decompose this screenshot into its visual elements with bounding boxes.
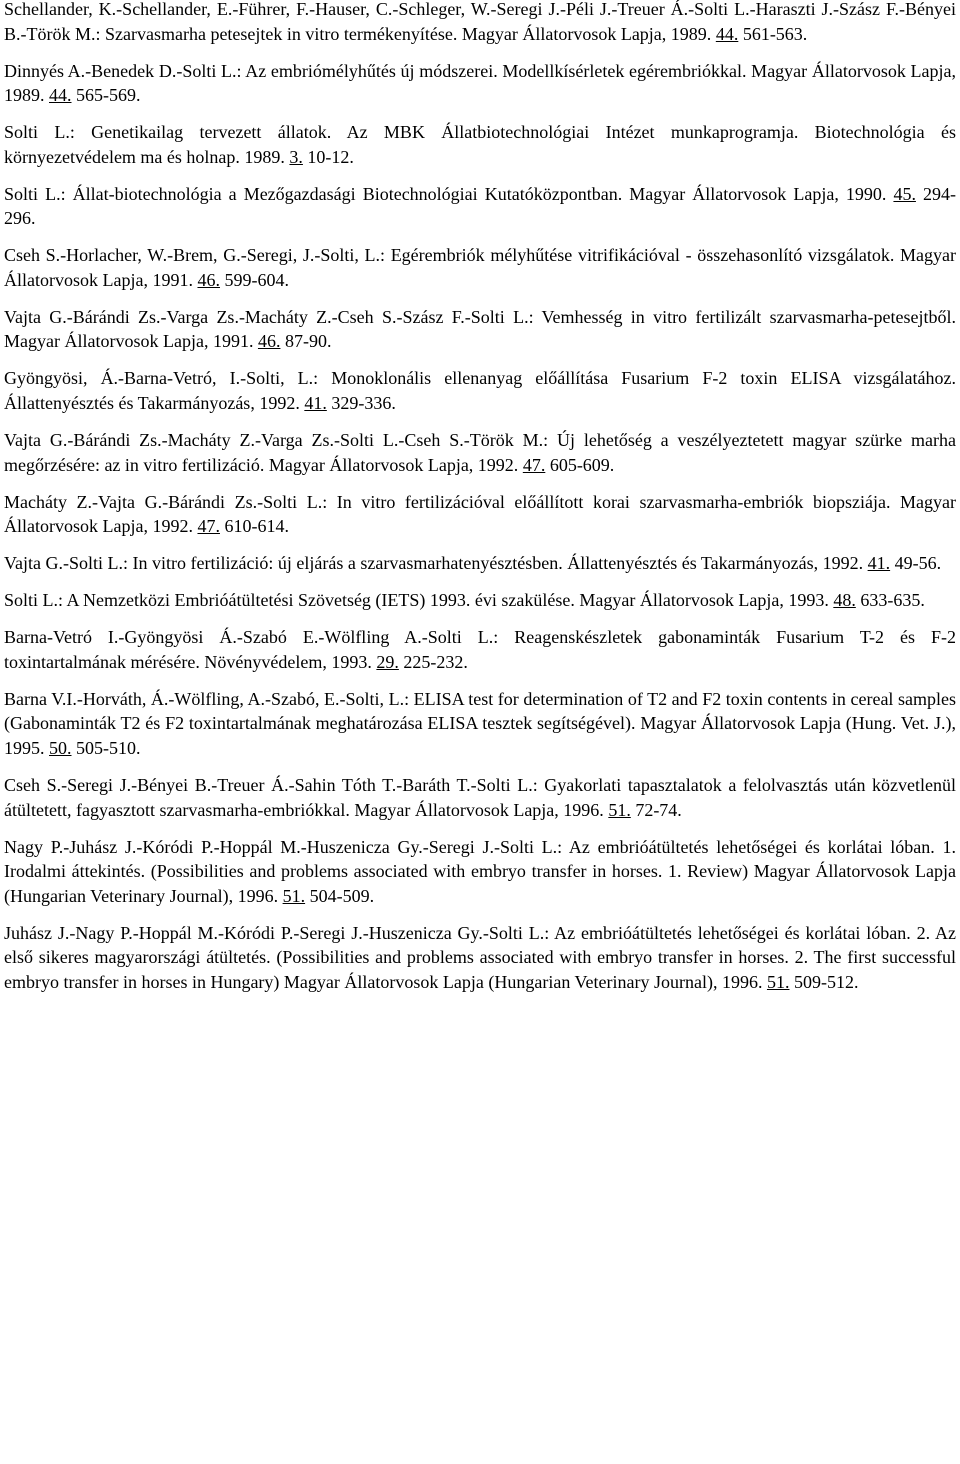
reference-text: Cseh S.-Seregi J.-Bényei B.-Treuer Á.-Sahin Tóth T.-Baráth T.-Solti L.: Gyakorlati tapasztalatok a felolvasztás után közvetlenül átültetett, fagyasztott szarvasmarha-embriókkal. Magyar Állatorvosok Lapja, 1996. [4,774,956,820]
reference-entry [4,588,956,613]
reference-pages: 504-509. [305,885,375,906]
reference-pages: 610-614. [219,516,289,537]
reference-entry [4,120,956,169]
reference-pages: 599-604. [219,269,289,290]
reference-volume: 41. [867,553,891,574]
reference-text: Nagy P.-Juhász J.-Kóródi P.-Hoppál M.-Huszenicza Gy.-Seregi J.-Solti L.: Az embrióátültetés lehetőségei és korlátai lóban. 1. Irodalmi áttekintés. (Possibilities and problems associated with embryo transfer in horses. 1. Review) Magyar Állatorvosok Lapja (Hungarian Veterinary Journal), 1996. [4,836,956,906]
reference-volume: 45. [893,183,916,204]
reference-volume: 50. [49,737,72,758]
reference-volume: 47. [197,516,220,537]
reference-volume: 51. [282,885,306,906]
reference-volume: 46. [257,331,281,352]
reference-pages: 509-512. [789,971,859,992]
reference-entry [4,625,956,674]
reference-volume: 48. [833,590,856,611]
reference-text: Cseh S.-Horlacher, W.-Brem, G.-Seregi, J.-Solti, L.: Egérembriók mélyhűtése vitrifikációval - összehasonlító vizsgálatok. Magyar Állatorvosok Lapja, 1991. [4,245,956,290]
reference-pages: 72-74. [630,799,682,820]
reference-entry [4,0,956,46]
reference-entry [4,921,956,995]
reference-volume: 44. [715,23,739,44]
reference-pages: 49-56. [890,553,942,574]
reference-entry [4,773,956,822]
reference-text: Solti L.: Állat-biotechnológia a Mezőgazdasági Biotechnológiai Kutatóközpontban. Magyar Állatorvosok Lapja, 1990. [4,183,894,204]
reference-volume: 51. [608,799,631,820]
reference-entry [4,490,956,539]
reference-entry [4,59,956,108]
reference-volume: 41. [304,393,327,414]
reference-entry [4,243,956,292]
reference-pages: 329-336. [326,393,396,414]
reference-entry [4,551,956,576]
reference-entry [4,835,956,909]
reference-text: Macháty Z.-Vajta G.-Bárándi Zs.-Solti L.: In vitro fertilizációval előállított korai szarvasmarha-embriók biopsziája. Magyar Állatorvosok Lapja, 1992. [4,491,956,537]
reference-text: Dinnyés A.-Benedek D.-Solti L.: Az embriómélyhűtés új módszerei. Modellkísérletek egérembriókkal. Magyar Állatorvosok Lapja, 1989. [4,60,956,106]
reference-volume: 44. [49,85,72,106]
reference-entry [4,366,956,415]
reference-pages: 633-635. [855,590,925,611]
reference-volume: 46. [197,269,220,290]
reference-list [4,0,956,1007]
reference-text: Gyöngyösi, Á.-Barna-Vetró, I.-Solti, L.: Monoklonális ellenanyag előállítása Fusarium F-2 toxin ELISA vizsgálatához. Állattenyésztés és Takarmányozás, 1992. [4,368,956,414]
reference-text: Solti L.: A Nemzetközi Embrióátültetési Szövetség (IETS) 1993. évi szakülése. Magyar Állatorvosok Lapja, 1993. [4,590,834,611]
reference-text: Vajta G.-Bárándi Zs.-Varga Zs.-Macháty Z.-Cseh S.-Szász F.-Solti L.: Vemhesség in vitro fertilizált szarvasmarha-petesejtből. Magyar Állatorvosok Lapja, 1991. [4,306,956,352]
reference-entry [4,182,956,231]
reference-volume: 3. [289,146,303,167]
reference-entry [4,305,956,354]
reference-entry [4,428,956,477]
reference-pages: 10-12. [302,146,354,167]
reference-text: Juhász J.-Nagy P.-Hoppál M.-Kóródi P.-Seregi J.-Huszenicza Gy.-Solti L.: Az embrióátültetés lehetőségei és korlátai lóban. 2. Az első sikeres magyarországi átültetés. (Possibilities and problems associated with embryo transfer in horses. 2. The first successful embryo transfer in horses in Hungary) Magyar Állatorvosok Lapja (Hungarian Veterinary Journal), 1996. [4,922,956,992]
reference-pages: 605-609. [545,454,615,475]
reference-pages: 565-569. [71,85,141,106]
reference-text: Schellander, K.-Schellander, E.-Führer, F.-Hauser, C.-Schleger, W.-Seregi J.-Péli J.-Treuer Á.-Solti L.-Haraszti J.-Szász F.-Bényei B.-Török M.: Szarvasmarha petesejtek in vitro termékenyítése. Magyar Állatorvosok Lapja, 1989. [4,0,956,44]
reference-pages: 294-296. [4,183,956,229]
reference-volume: 29. [376,651,399,672]
reference-pages: 225-232. [398,651,468,672]
reference-volume: 51. [766,971,790,992]
reference-pages: 561-563. [738,23,808,44]
reference-text: Vajta G.-Bárándi Zs.-Macháty Z.-Varga Zs.-Solti L.-Cseh S.-Török M.: Új lehetőség a veszélyeztetett magyar szürke marha megőrzésére: az in vitro fertilizáció. Magyar Állatorvosok Lapja, 1992. [4,430,956,475]
reference-text: Solti L.: Genetikailag tervezett állatok. Az MBK Állatbiotechnológiai Intézet munkaprogramja. Biotechnológia és környezetvédelem ma és holnap. 1989. [4,122,956,167]
reference-text: Vajta G.-Solti L.: In vitro fertilizáció: új eljárás a szarvasmarhatenyésztésben. Állattenyésztés és Takarmányozás, 1992. [4,553,868,574]
reference-text: Barna-Vetró I.-Gyöngyösi Á.-Szabó E.-Wölfling A.-Solti L.: Reagenskészletek gabonaminták Fusarium T-2 és F-2 toxintartalmának mérésére. Növényvédelem, 1993. [4,627,956,672]
reference-text: Barna V.I.-Horváth, Á.-Wölfling, A.-Szabó, E.-Solti, L.: ELISA test for determination of T2 and F2 toxin contents in cereal samples (Gabonaminták T2 és F2 toxintartalmának meghatározása ELISA tesztek segítségével). Magyar Állatorvosok Lapja (Hung. Vet. J.), 1995. [4,688,956,758]
reference-entry [4,687,956,761]
reference-pages: 87-90. [280,331,332,352]
reference-volume: 47. [522,454,546,475]
reference-pages: 505-510. [71,737,141,758]
